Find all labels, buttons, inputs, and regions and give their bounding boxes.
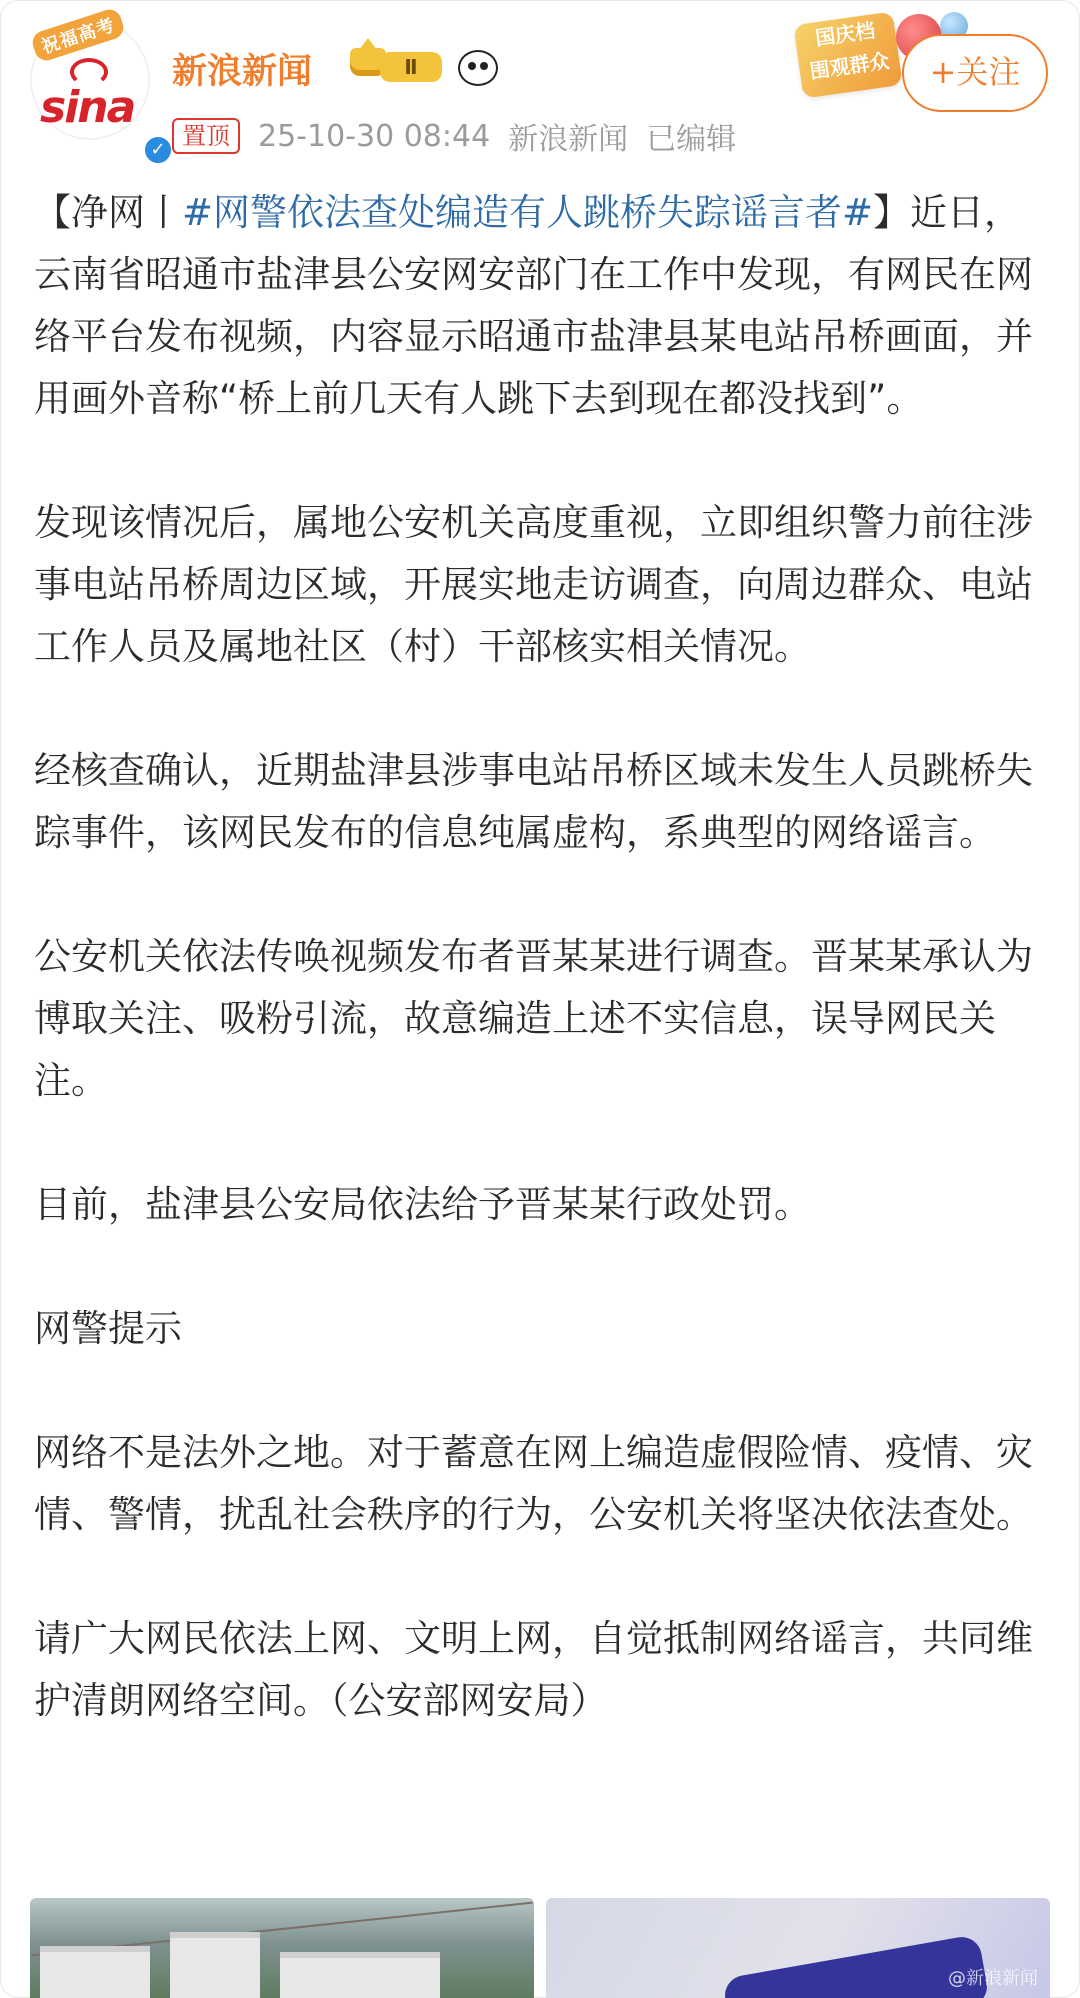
promo-line1: 国庆档 bbox=[813, 18, 877, 51]
image-building bbox=[170, 1932, 260, 1998]
level-badge: Ⅱ bbox=[380, 52, 442, 82]
paragraph-intro bbox=[34, 182, 1046, 430]
paragraph-6: 网络不是法外之地。对于蓄意在网上编造虚假险情、疫情、灾情、警情，扰乱社会秩序的行为，公安机关将坚决依法查处。 bbox=[34, 1431, 1033, 1536]
pinned-badge: 置顶 bbox=[172, 118, 240, 154]
post-image-2[interactable] bbox=[546, 1898, 1050, 1998]
topic-link[interactable]: #网警依法查处编造有人跳桥失踪谣言者# bbox=[182, 191, 874, 234]
paragraph-4: 目前，盐津县公安局依法给予晋某某行政处罚。 bbox=[34, 1183, 811, 1226]
post-header bbox=[0, 0, 1080, 170]
paragraph-1: 发现该情况后，属地公安机关高度重视，立即组织警力前往涉事电站吊桥周边区域，开展实地走访调查，向周边群众、电站工作人员及属地社区（村）干部核实相关情况。 bbox=[34, 501, 1033, 668]
post-images bbox=[30, 1898, 1050, 1998]
verified-icon: ✓ bbox=[142, 134, 174, 166]
promo-line2: 围观群众 bbox=[808, 48, 891, 84]
promo-card bbox=[793, 11, 902, 98]
post-image-1[interactable] bbox=[30, 1898, 534, 1998]
post-meta bbox=[172, 114, 736, 158]
intro-prefix: 【净网丨 bbox=[34, 191, 182, 234]
image-watermark: @新浪新闻 bbox=[948, 1968, 1038, 1989]
paragraph-3: 公安机关依法传唤视频发布者晋某某进行调查。晋某某承认为博取关注、吸粉引流，故意编造上述不实信息，误导网民关注。 bbox=[34, 935, 1033, 1102]
avatar[interactable] bbox=[30, 14, 166, 160]
panda-icon bbox=[458, 50, 498, 86]
user-name[interactable]: 新浪新闻 bbox=[172, 52, 313, 92]
intro-suffix: 】近日，云南省昭通市盐津县公安网安部门在工作中发现，有网民在网络平台发布视频，内容显示昭通市盐津县某电站吊桥画面，并用画外音称“桥上前几天有人跳下去到现在都没找到”。 bbox=[34, 191, 1033, 420]
image-building bbox=[40, 1946, 150, 1998]
timestamp: 25-10-30 08:44 bbox=[258, 118, 491, 154]
post-content bbox=[34, 182, 1046, 1794]
avatar-ribbon: 祝福高考 bbox=[30, 7, 127, 64]
edited-label: 已编辑 bbox=[646, 122, 737, 157]
image-building bbox=[280, 1952, 440, 1998]
follow-button[interactable]: +关注 bbox=[902, 34, 1048, 112]
source: 新浪新闻 bbox=[508, 122, 629, 157]
sina-logo: sina bbox=[40, 82, 135, 133]
paragraph-7: 请广大网民依法上网、文明上网，自觉抵制网络谣言，共同维护清朗网络空间。（公安部网安局） bbox=[34, 1617, 1033, 1722]
paragraph-2: 经核查确认，近期盐津县涉事电站吊桥区域未发生人员跳桥失踪事件，该网民发布的信息纯属虚构，系典型的网络谣言。 bbox=[34, 749, 1033, 854]
paragraph-5: 网警提示 bbox=[34, 1307, 182, 1350]
